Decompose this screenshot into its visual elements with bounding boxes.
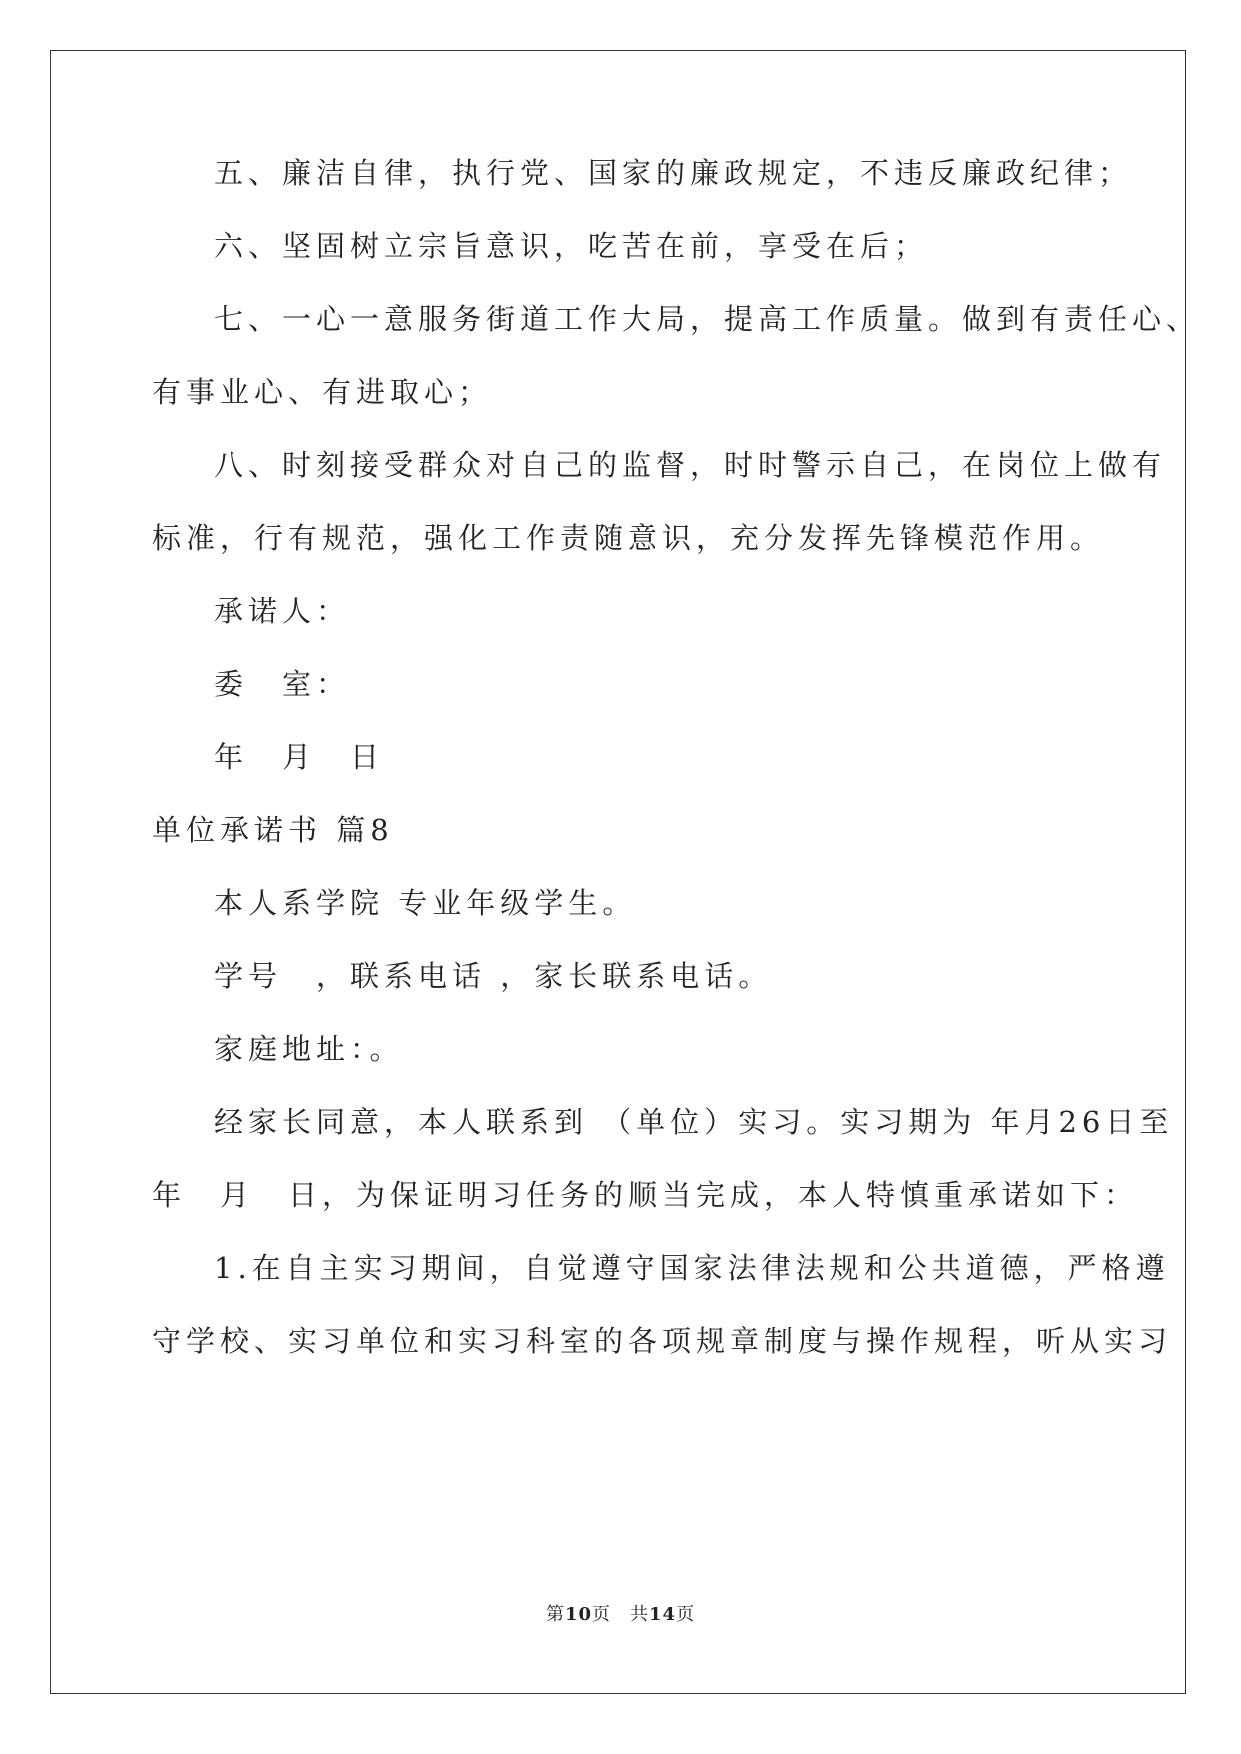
paragraph-line: 守学校、实习单位和实习科室的各项规章制度与操作规程，听从实习 — [152, 1324, 1173, 1358]
committee-label: 委 室： — [214, 667, 351, 701]
total-pages-number: 14 — [649, 1604, 677, 1625]
footer-prefix: 第 — [545, 1604, 565, 1625]
footer-middle: 页 共 — [592, 1604, 649, 1625]
page-number-footer — [0, 1600, 1241, 1626]
page-border — [50, 50, 1186, 1694]
paragraph-line: 家庭地址：。 — [214, 1032, 404, 1066]
paragraph-line: 七、一心一意服务街道工作大局，提高工作质量。做到有责任心、 — [214, 302, 1201, 336]
paragraph-line: 1.在自主实习期间，自觉遵守国家法律法规和公共道德，严格遵 — [214, 1251, 1170, 1285]
paragraph-line: 经家长同意，本人联系到 （单位）实习。实习期为 年月26日至 — [214, 1105, 1174, 1139]
section-heading: 单位承诺书 篇8 — [152, 813, 394, 847]
paragraph-line: 有事业心、有进取心； — [152, 375, 493, 409]
paragraph-line: 八、时刻接受群众对自己的监督，时时警示自己，在岗位上做有 — [214, 448, 1167, 482]
paragraph-line: 标准，行有规范，强化工作责随意识，充分发挥先锋模范作用。 — [152, 521, 1105, 555]
footer-suffix: 页 — [676, 1604, 696, 1625]
paragraph-line: 学号 ，联系电话 ，家长联系电话。 — [214, 959, 773, 993]
date-line: 年 月 日 — [214, 740, 385, 774]
current-page-number: 10 — [564, 1604, 592, 1625]
paragraph-line: 六、坚固树立宗旨意识，吃苦在前，享受在后； — [214, 229, 929, 263]
signatory-label: 承诺人： — [214, 594, 351, 628]
paragraph-line: 年 月 日，为保证明习任务的顺当完成，本人特慎重承诺如下： — [152, 1178, 1139, 1212]
paragraph-line: 本人系学院 专业年级学生。 — [214, 886, 637, 920]
paragraph-line: 五、廉洁自律，执行党、国家的廉政规定，不违反廉政纪律； — [214, 156, 1133, 190]
